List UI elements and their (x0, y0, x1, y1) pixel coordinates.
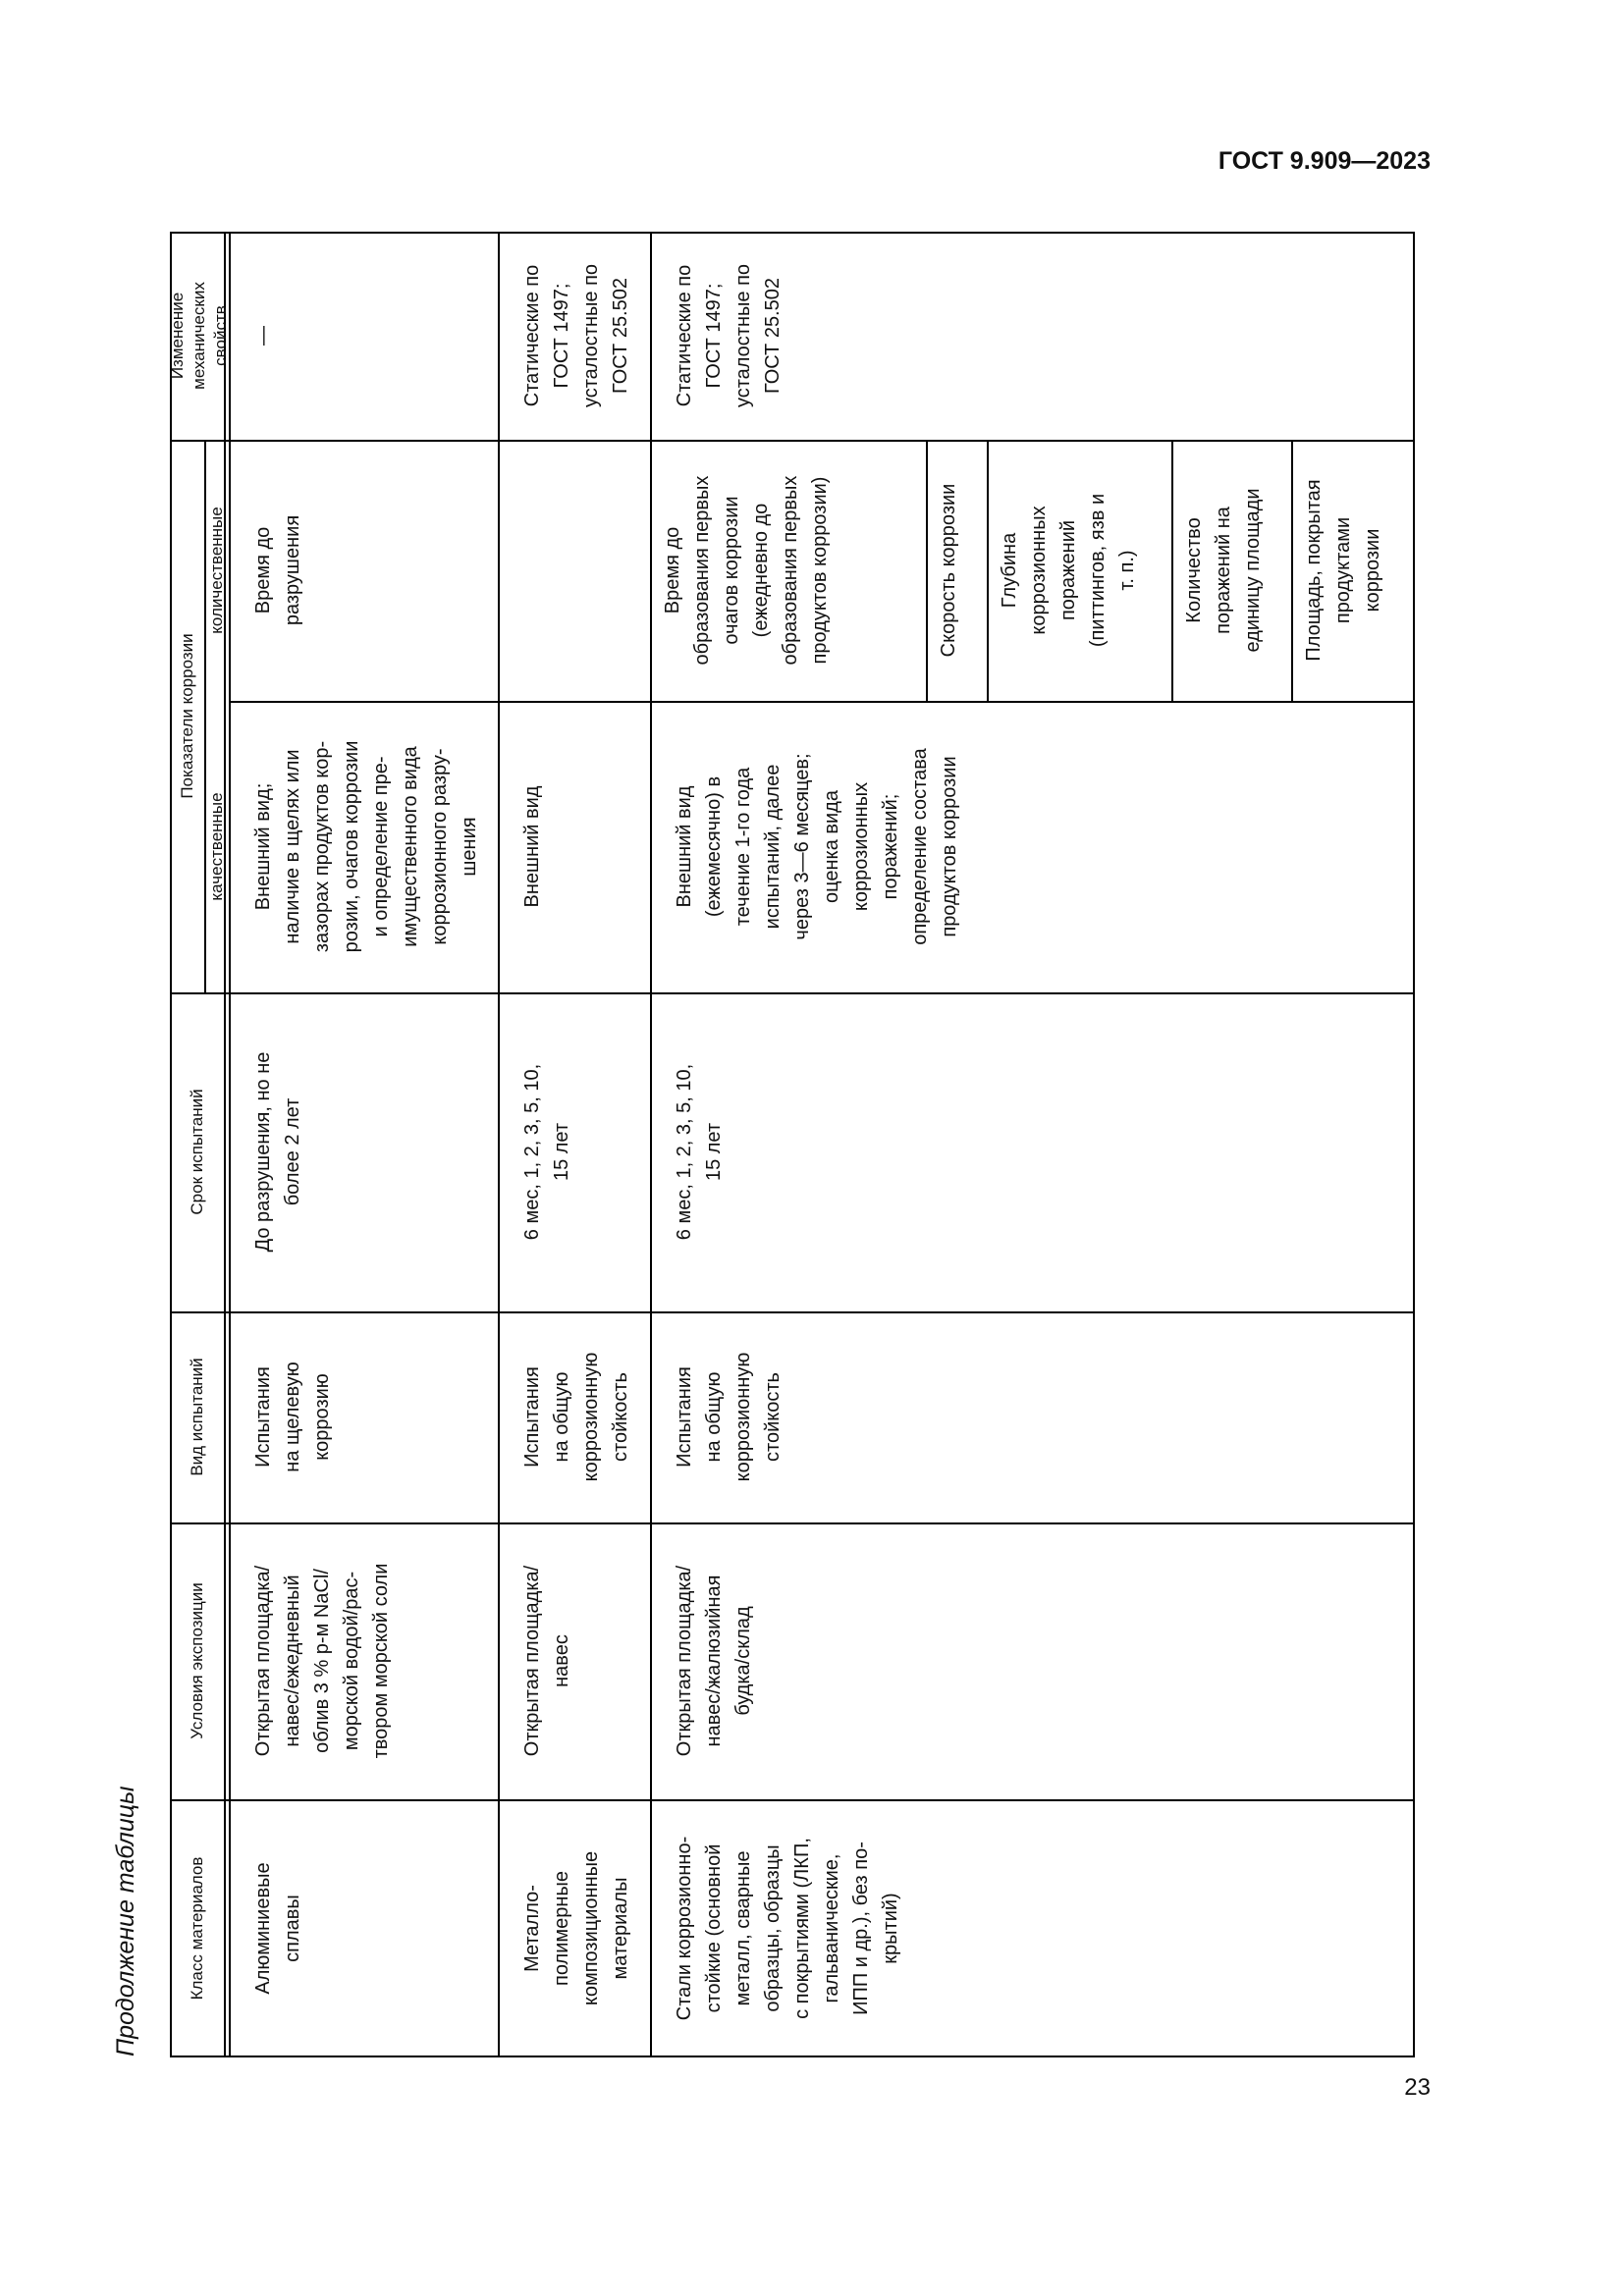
row-3-class-line: с покрытиями (ЛКП, (791, 1838, 813, 2019)
row-1-duration (229, 992, 498, 1311)
row-1-quantitative-line: Время до (252, 526, 274, 614)
row-3-mech-line: усталостные по (732, 263, 754, 408)
row-1-duration-line: До разрушения, но не (252, 1051, 274, 1253)
row-2-mech-line: ГОСТ 25.502 (610, 278, 631, 394)
document-header: ГОСТ 9.909—2023 (1218, 147, 1431, 175)
row-1-qualitative-line: розии, очагов коррозии (341, 740, 362, 953)
row-2-conditions-line: навес (551, 1634, 572, 1687)
header-test-type (170, 1311, 224, 1522)
row-1-qualitative-line: и определение пре- (370, 756, 392, 937)
row-2-class-line: материалы (610, 1877, 631, 1980)
row-2-conditions-line: Открытая площадка/ (521, 1565, 543, 1757)
row-1-conditions-line: морской водой/рас- (341, 1571, 362, 1751)
row-3-test-type-line: стойкость (762, 1372, 784, 1462)
row-3-class-line: стойкие (основной (703, 1843, 725, 2013)
header-qualitative (204, 701, 229, 992)
row-1-conditions-line: навес/ежедневный (282, 1575, 303, 1747)
header-mech-line: свойств (211, 305, 230, 366)
row-3-class-line: гальванические, (821, 1853, 842, 2003)
row-1-class-line: сплавы (282, 1895, 303, 1962)
row-2-class-line: полимерные (551, 1871, 572, 1986)
row-2-class-line: композиционные (580, 1850, 602, 2006)
row-2-class-line: Металло- (521, 1885, 543, 1972)
row-2-conditions (498, 1522, 650, 1799)
row-3-test-type-line: Испытания (674, 1366, 695, 1468)
row-1-mech-line: — (252, 326, 274, 346)
row-1-qualitative-line: шения (459, 817, 480, 877)
header-class (170, 1799, 224, 2057)
rotated-table (170, 232, 1415, 2057)
row-1-quantitative (229, 440, 498, 701)
row-3-quant-sub-4-line: Количество (1183, 517, 1205, 623)
row-3-quant-sub-4-line: поражений на (1213, 507, 1234, 634)
row-3-quant-sub-5-line: продуктами (1332, 516, 1354, 624)
row-3-quant-sub-5-line: Площадь, покрытая (1303, 479, 1325, 662)
row-3-quant-sub-3-line: т. п.) (1116, 550, 1138, 591)
row-3-class-line: образцы, образцы (762, 1844, 784, 2012)
row-3-quant-sub-3 (987, 440, 1171, 701)
row-1-qualitative-line: наличие в щелях или (282, 749, 303, 944)
row-3-qualitative-line: испытаний, далее (762, 764, 784, 930)
row-3-qualitative-line: поражений; (880, 793, 901, 900)
row-3-quant-sub-2-line: Скорость коррозии (938, 483, 959, 658)
row-3-qualitative-line: определение состава (909, 748, 931, 945)
row-3-qualitative (650, 701, 1415, 992)
row-3-test-type (650, 1311, 1415, 1522)
header-mech-line: механических (189, 282, 208, 390)
row-3-class (650, 1799, 1415, 2057)
row-2-test-type-line: на общую (551, 1371, 572, 1463)
row-1-test-type (229, 1311, 498, 1522)
row-3-class-line: крытий) (880, 1893, 901, 1964)
row-1-qualitative (229, 701, 498, 992)
header-conditions-line: Условия экспозиции (187, 1582, 206, 1739)
row-1-mech (229, 232, 498, 440)
page-number: 23 (1404, 2074, 1431, 2101)
row-3-qualitative-line: через 3—6 месяцев; (791, 753, 813, 940)
header-test-type-line: Вид испытаний (187, 1358, 206, 1476)
row-3-quant-sub-3-line: (питтингов, язв и (1087, 493, 1109, 648)
row-2-mech (498, 232, 650, 440)
row-3-quant-sub-1-line: очагов коррозии (721, 496, 742, 645)
row-1-qualitative-line: Внешний вид; (252, 782, 274, 911)
row-3-class-line: Стали коррозионно- (674, 1836, 695, 2021)
row-2-duration-line: 6 мес, 1, 2, 3, 5, 10, (521, 1063, 543, 1241)
row-3-class-line: ИПП и др.), без по- (850, 1842, 872, 2015)
row-3-quant-sub-4-line: единицу площади (1242, 488, 1264, 653)
row-3-conditions-line: навес/жалюзийная (703, 1575, 725, 1747)
row-3-quant-sub-1-line: образования первых (780, 475, 801, 666)
row-3-qualitative-line: течение 1-го года (732, 767, 754, 927)
header-mech (170, 232, 229, 440)
row-1-qualitative-line: имущественного вида (400, 746, 421, 947)
row-2-mech-line: ГОСТ 1497; (551, 283, 572, 389)
row-3-quant-sub-3-line: коррозионных (1028, 506, 1050, 635)
row-1-test-type-line: Испытания (252, 1366, 274, 1468)
row-1-conditions-line: твором морской соли (370, 1563, 392, 1759)
row-3-test-type-line: коррозионную (732, 1352, 754, 1482)
row-2-duration-line: 15 лет (551, 1122, 572, 1182)
row-1-duration-line: более 2 лет (282, 1097, 303, 1206)
row-1-qualitative-line: коррозионного разру- (429, 748, 451, 945)
header-qualitative-line: качественные (206, 792, 226, 901)
row-3-quant-sub-1-line: (ежедневно до (750, 503, 772, 638)
row-3-conditions-line: будка/склад (732, 1606, 754, 1716)
row-2-duration (498, 992, 650, 1311)
row-3-quant-sub-5-line: коррозии (1362, 528, 1383, 613)
row-1-conditions-line: Открытая площадка/ (252, 1565, 274, 1757)
row-3-mech-line: Статические по (674, 264, 695, 407)
row-3-test-type-line: на общую (703, 1371, 725, 1463)
row-3-qualitative-line: продуктов коррозии (939, 756, 960, 937)
row-3-qualitative-line: оценка вида (821, 790, 842, 903)
row-3-quant-sub-1 (650, 440, 926, 701)
row-2-mech-line: Статические по (521, 264, 543, 407)
row-2-test-type-line: стойкость (610, 1372, 631, 1462)
continuation-note: Продолжение таблицы (112, 1786, 139, 2056)
row-1-conditions (229, 1522, 498, 1799)
row-2-qualitative (498, 701, 650, 992)
row-3-mech-line: ГОСТ 25.502 (762, 278, 784, 394)
row-3-conditions-line: Открытая площадка/ (674, 1565, 695, 1757)
row-3-quant-sub-1-line: образования первых (691, 475, 713, 666)
row-3-qualitative-line: коррозионных (850, 781, 872, 912)
row-3-qualitative-line: Внешний вид (674, 785, 695, 908)
row-2-test-type-line: Испытания (521, 1366, 543, 1468)
header-class-line: Класс материалов (187, 1856, 206, 2001)
row-3-conditions (650, 1522, 1415, 1799)
row-2-quantitative (498, 440, 650, 701)
row-3-class-line: металл, сварные (732, 1850, 754, 2006)
row-3-duration-line: 6 мес, 1, 2, 3, 5, 10, (674, 1063, 695, 1241)
header-quantitative (204, 440, 229, 701)
row-1-quantitative-line: разрушения (282, 514, 303, 626)
row-3-quant-sub-5 (1291, 440, 1415, 701)
row-2-qualitative-line: Внешний вид (521, 785, 543, 908)
row-1-class (229, 1799, 498, 2057)
row-2-test-type (498, 1311, 650, 1522)
header-indicators (170, 440, 204, 992)
header-duration-line: Срок испытаний (187, 1089, 206, 1215)
row-3-mech-line: ГОСТ 1497; (703, 283, 725, 389)
row-3-qualitative-line: (ежемесячно) в (703, 775, 725, 918)
header-indicators-line: Показатели коррозии (177, 633, 196, 799)
row-3-duration-line: 15 лет (703, 1122, 725, 1182)
row-1-qualitative-line: зазорах продуктов кор- (311, 740, 333, 953)
header-conditions (170, 1522, 224, 1799)
row-3-quant-sub-3-line: поражений (1057, 519, 1079, 621)
row-2-mech-line: усталостные по (580, 263, 602, 408)
row-3-quant-sub-1-line: продуктов коррозии) (809, 476, 831, 665)
row-3-quant-sub-1-line: Время до (662, 526, 683, 614)
header-duration (170, 992, 224, 1311)
row-1-test-type-line: коррозию (311, 1373, 333, 1461)
row-3-quant-sub-3-line: Глубина (999, 532, 1020, 609)
header-quantitative-line: количественные (206, 507, 226, 634)
row-1-test-type-line: на щелевую (282, 1362, 303, 1472)
row-3-quant-sub-2 (926, 440, 987, 701)
row-2-test-type-line: коррозионную (580, 1352, 602, 1482)
row-1-class-line: Алюминиевые (252, 1862, 274, 1995)
row-2-class (498, 1799, 650, 2057)
row-1-conditions-line: облив 3 % р-м NaCl/ (311, 1569, 333, 1753)
row-3-quant-sub-4 (1171, 440, 1291, 701)
row-3-duration (650, 992, 1415, 1311)
row-3-mech (650, 232, 1415, 440)
header-mech-line: Изменение (168, 292, 187, 380)
